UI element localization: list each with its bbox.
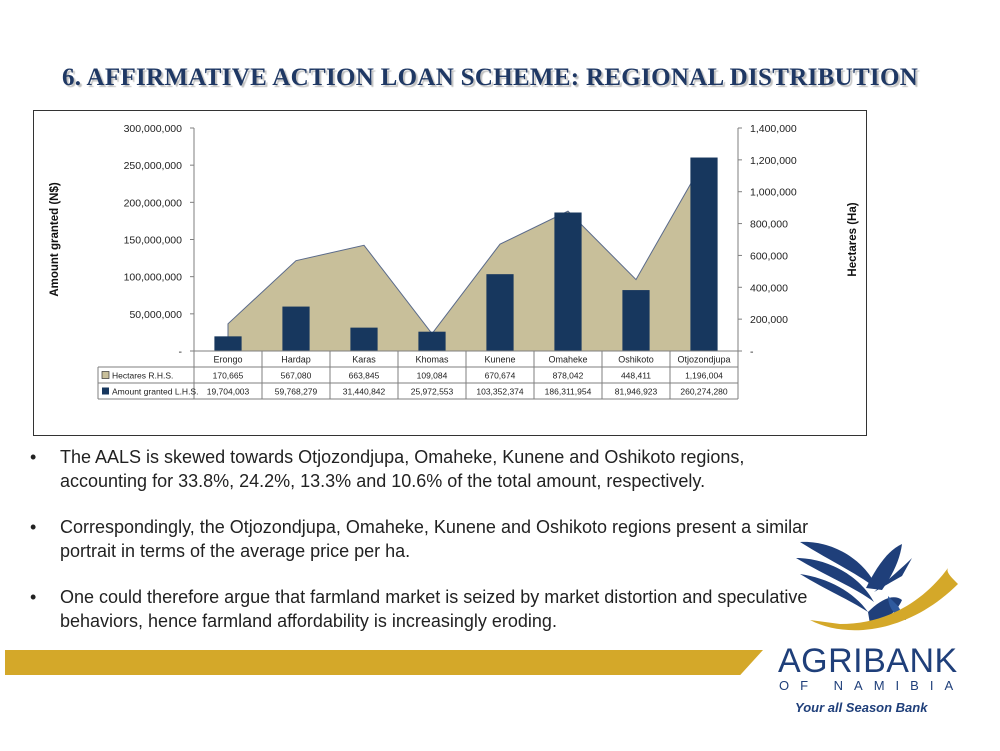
brand-subtitle: OF NAMIBIA xyxy=(779,678,965,693)
amount-granted-bar xyxy=(282,307,309,351)
hectares-data-label: 878,042 xyxy=(552,370,584,381)
slide-title: 6. AFFIRMATIVE ACTION LOAN SCHEME: REGIONAL DISTRIBUTION xyxy=(62,64,919,91)
brand-name: AGRIBANK xyxy=(778,642,958,680)
amount-granted-bar xyxy=(214,336,241,351)
y-tick-label-left: 200,000,000 xyxy=(123,197,182,210)
y-tick-label-left: 100,000,000 xyxy=(123,271,182,284)
y-tick-label-left: - xyxy=(178,346,182,358)
x-category-label: Hardap xyxy=(281,354,311,365)
amount-data-label: 59,768,279 xyxy=(274,386,318,397)
regional-distribution-chart xyxy=(34,111,868,437)
amount-data-label: 260,274,280 xyxy=(680,386,728,397)
legend-swatch-hectares xyxy=(102,372,109,379)
x-category-label: Oshikoto xyxy=(618,354,654,365)
y-axis-title-right: Hectares (Ha) xyxy=(847,202,859,277)
hectares-data-label: 448,411 xyxy=(620,370,652,381)
y-tick-label-right: 400,000 xyxy=(750,282,788,295)
amount-data-label: 103,352,374 xyxy=(476,386,524,397)
legend-label-hectares: Hectares R.H.S. xyxy=(112,370,174,381)
amount-data-label: 186,311,954 xyxy=(544,386,592,397)
amount-granted-bar xyxy=(622,290,649,351)
x-category-label: Karas xyxy=(352,354,376,365)
y-tick-label-right: 1,200,000 xyxy=(750,154,797,167)
legend-swatch-amount xyxy=(102,388,109,395)
y-tick-label-left: 250,000,000 xyxy=(123,160,182,173)
hectares-data-label: 1,196,004 xyxy=(685,370,723,381)
hectares-data-label: 567,080 xyxy=(280,370,312,381)
agribank-bird-logo-icon xyxy=(770,528,995,728)
y-tick-label-right: 1,400,000 xyxy=(750,123,797,135)
bullet-item: • One could therefore argue that farmland market is seized by market distortion and speculative behaviors, hence farmland affordability is increasingly eroding. xyxy=(30,585,830,633)
hectares-data-label: 109,084 xyxy=(416,370,448,381)
x-category-label: Otjozondjupa xyxy=(677,354,731,365)
amount-granted-bar xyxy=(690,158,717,351)
x-category-label: Erongo xyxy=(213,354,243,365)
x-category-label: Omaheke xyxy=(548,354,588,365)
y-tick-label-left: 50,000,000 xyxy=(129,308,182,321)
bullet-list xyxy=(30,445,830,655)
amount-granted-bar xyxy=(486,274,513,351)
y-axis-title-left: Amount granted (N$) xyxy=(49,182,61,297)
y-tick-label-right: 800,000 xyxy=(750,218,788,231)
brand-tagline: Your all Season Bank xyxy=(795,700,928,715)
chart-container xyxy=(33,110,867,436)
amount-granted-bar xyxy=(350,328,377,351)
amount-granted-bar xyxy=(418,332,445,351)
y-tick-label-right: 600,000 xyxy=(750,250,788,263)
amount-granted-bar xyxy=(554,213,581,351)
y-tick-label-left: 150,000,000 xyxy=(123,234,182,247)
amount-data-label: 31,440,842 xyxy=(342,386,386,397)
y-tick-label-right: 1,000,000 xyxy=(750,186,797,199)
hectares-data-label: 663,845 xyxy=(348,370,380,381)
bullet-item: • The AALS is skewed towards Otjozondjupa, Omaheke, Kunene and Oshikoto regions, accounting for 33.8%, 24.2%, 13.3% and 10.6% of the total amount, respectively. xyxy=(30,445,830,493)
bullet-item: • Correspondingly, the Otjozondjupa, Omaheke, Kunene and Oshikoto regions present a similar portrait in terms of the average price per ha. xyxy=(30,515,830,563)
x-category-label: Khomas xyxy=(415,354,449,365)
y-tick-label-right: 200,000 xyxy=(750,314,788,327)
gold-divider-bar xyxy=(5,650,763,675)
y-tick-label-left: 300,000,000 xyxy=(123,123,182,135)
hectares-data-label: 170,665 xyxy=(212,370,244,381)
amount-data-label: 81,946,923 xyxy=(614,386,658,397)
hectares-data-label: 670,674 xyxy=(484,370,516,381)
legend-label-amount: Amount granted L.H.S. xyxy=(112,386,199,397)
y-tick-label-right: - xyxy=(750,346,754,358)
x-category-label: Kunene xyxy=(484,354,516,365)
amount-data-label: 19,704,003 xyxy=(206,386,250,397)
amount-data-label: 25,972,553 xyxy=(410,386,454,397)
